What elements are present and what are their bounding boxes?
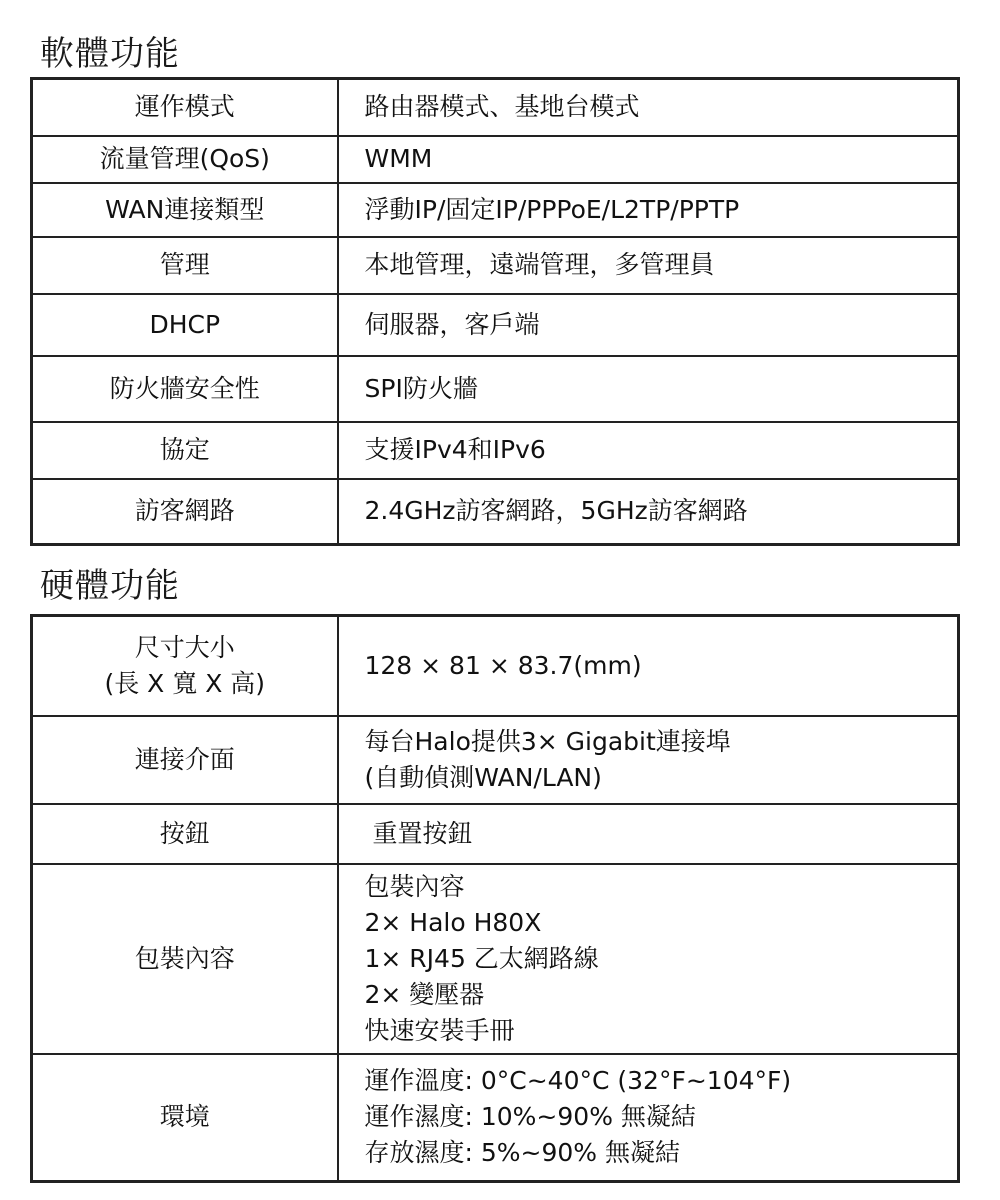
spec-value xyxy=(338,616,959,716)
spec-label-line: 按鈕 xyxy=(159,818,210,848)
spec-value-line: 運作濕度: 10%~90% 無凝結 xyxy=(364,1102,696,1132)
spec-label xyxy=(32,804,338,864)
software-spec-table xyxy=(30,77,960,546)
spec-value: WMM xyxy=(338,136,959,183)
spec-value-line: (自動偵測WAN/LAN) xyxy=(364,762,602,792)
table-row xyxy=(32,183,959,237)
spec-label xyxy=(32,1054,338,1182)
spec-value-line: 快速安裝手冊 xyxy=(364,1015,515,1045)
spec-label: 訪客網路 xyxy=(32,479,338,545)
spec-value xyxy=(338,804,959,864)
spec-value xyxy=(338,716,959,804)
table-row xyxy=(32,479,959,545)
spec-label-line: (長 X 寬 X 高) xyxy=(104,668,266,698)
spec-label: 管理 xyxy=(32,237,338,294)
hardware-section-title: 硬體功能 xyxy=(40,566,180,606)
spec-value: 本地管理，遠端管理，多管理員 xyxy=(338,237,959,294)
spec-label-line: 尺寸大小 xyxy=(134,632,235,662)
spec-value: 支援IPv4和IPv6 xyxy=(338,422,959,479)
table-row xyxy=(32,356,959,422)
spec-label-line: 包裝內容 xyxy=(134,943,235,973)
spec-value-line: 2× Halo H80X xyxy=(364,907,542,937)
spec-value-line: 128 × 81 × 83.7(mm) xyxy=(364,650,642,680)
spec-label: 防火牆安全性 xyxy=(32,356,338,422)
spec-label xyxy=(32,864,338,1054)
table-row xyxy=(32,237,959,294)
spec-label: WAN連接類型 xyxy=(32,183,338,237)
spec-value: 浮動IP/固定IP/PPPoE/L2TP/PPTP xyxy=(338,183,959,237)
spec-value-line: 包裝內容 xyxy=(364,871,465,901)
spec-value-line: 1× RJ45 乙太網路線 xyxy=(364,943,599,973)
spec-value-line: 存放濕度: 5%~90% 無凝結 xyxy=(364,1138,680,1168)
spec-value: SPI防火牆 xyxy=(338,356,959,422)
spec-value xyxy=(338,1054,959,1182)
spec-label xyxy=(32,716,338,804)
spec-label: 流量管理(QoS) xyxy=(32,136,338,183)
table-row xyxy=(32,136,959,183)
table-row xyxy=(32,804,959,864)
spec-label: DHCP xyxy=(32,294,338,356)
spec-value-line: 運作溫度: 0°C~40°C (32°F~104°F) xyxy=(364,1066,792,1096)
table-row xyxy=(32,294,959,356)
spec-value: 伺服器，客戶端 xyxy=(338,294,959,356)
spec-value: 路由器模式、基地台模式 xyxy=(338,79,959,136)
spec-value: 2.4GHz訪客網路，5GHz訪客網路 xyxy=(338,479,959,545)
spec-label xyxy=(32,616,338,716)
spec-label: 協定 xyxy=(32,422,338,479)
table-row xyxy=(32,864,959,1054)
spec-value-line: 重置按鈕 xyxy=(364,818,473,848)
spec-label-line: 連接介面 xyxy=(134,744,235,774)
table-row xyxy=(32,616,959,716)
table-row xyxy=(32,79,959,136)
spec-value xyxy=(338,864,959,1054)
table-row xyxy=(32,422,959,479)
software-section-title: 軟體功能 xyxy=(40,34,180,74)
spec-value-line: 每台Halo提供3× Gigabit連接埠 xyxy=(364,726,731,756)
spec-value-line: 2× 變壓器 xyxy=(364,979,485,1009)
hardware-spec-table xyxy=(30,614,960,1183)
spec-label: 運作模式 xyxy=(32,79,338,136)
table-row xyxy=(32,716,959,804)
spec-label-line: 環境 xyxy=(159,1102,210,1132)
table-row xyxy=(32,1054,959,1182)
